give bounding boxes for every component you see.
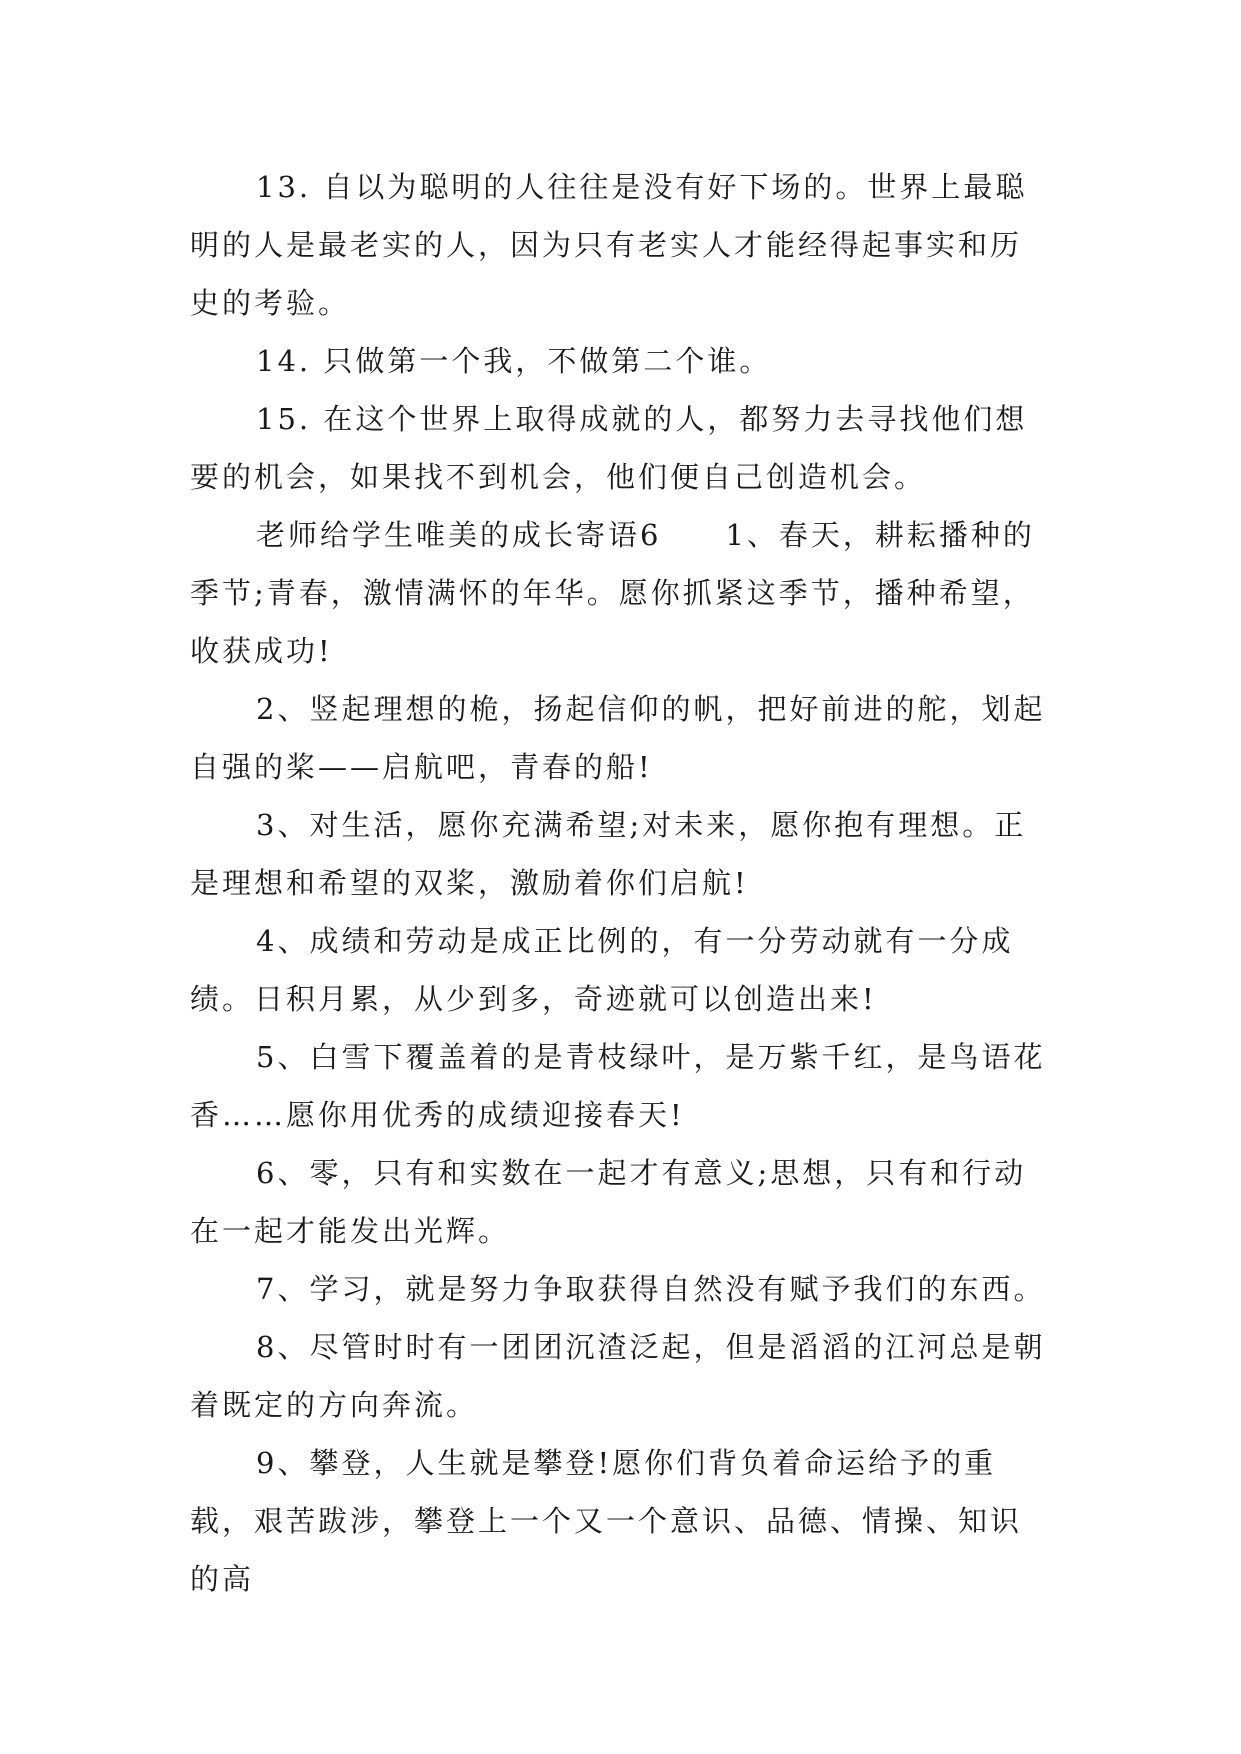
- paragraph-6: 6、零，只有和实数在一起才有意义;思想，只有和行动在一起才能发出光辉。: [190, 1156, 1027, 1248]
- paragraph-15: 15. 在这个世界上取得成就的人，都努力去寻找他们想要的机会，如果找不到机会，他们便自己创造机会。: [190, 402, 1028, 494]
- paragraph-13: 13. 自以为聪明的人往往是没有好下场的。世界上最聪明的人是最老实的人，因为只有老实人才能经得起事实和历史的考验。: [190, 170, 1028, 320]
- paragraph-2: 2、竖起理想的桅，扬起信仰的帆，把好前进的舵，划起自强的桨——启航吧，青春的船!: [190, 692, 1046, 784]
- paragraph-4: 4、成绩和劳动是成正比例的，有一分劳动就有一分成绩。日积月累，从少到多，奇迹就可以创造出来!: [190, 924, 1014, 1016]
- paragraph-9: 9、攀登，人生就是攀登!愿你们背负着命运给予的重载，艰苦跋涉，攀登上一个又一个意识、品德、情操、知识的高: [190, 1446, 1023, 1596]
- paragraph-5: 5、白雪下覆盖着的是青枝绿叶，是万紫千红，是鸟语花香……愿你用优秀的成绩迎接春天!: [190, 1040, 1046, 1132]
- paragraph-14: 14. 只做第一个我，不做第二个谁。: [256, 344, 772, 378]
- paragraph-7: 7、学习，就是努力争取获得自然没有赋予我们的东西。: [256, 1272, 1046, 1306]
- document-page: [190, 158, 1050, 1608]
- paragraph-8: 8、尽管时时有一团团沉渣泛起，但是滔滔的江河总是朝着既定的方向奔流。: [190, 1330, 1046, 1422]
- section-heading-paragraph-1: 老师给学生唯美的成长寄语6 1、春天，耕耘播种的季节;青春，激情满怀的年华。愿你抓紧这季节，播种希望，收获成功!: [190, 518, 1035, 668]
- paragraph-3: 3、对生活，愿你充满希望;对未来，愿你抱有理想。正是理想和希望的双桨，激励着你们启航!: [190, 808, 1027, 900]
